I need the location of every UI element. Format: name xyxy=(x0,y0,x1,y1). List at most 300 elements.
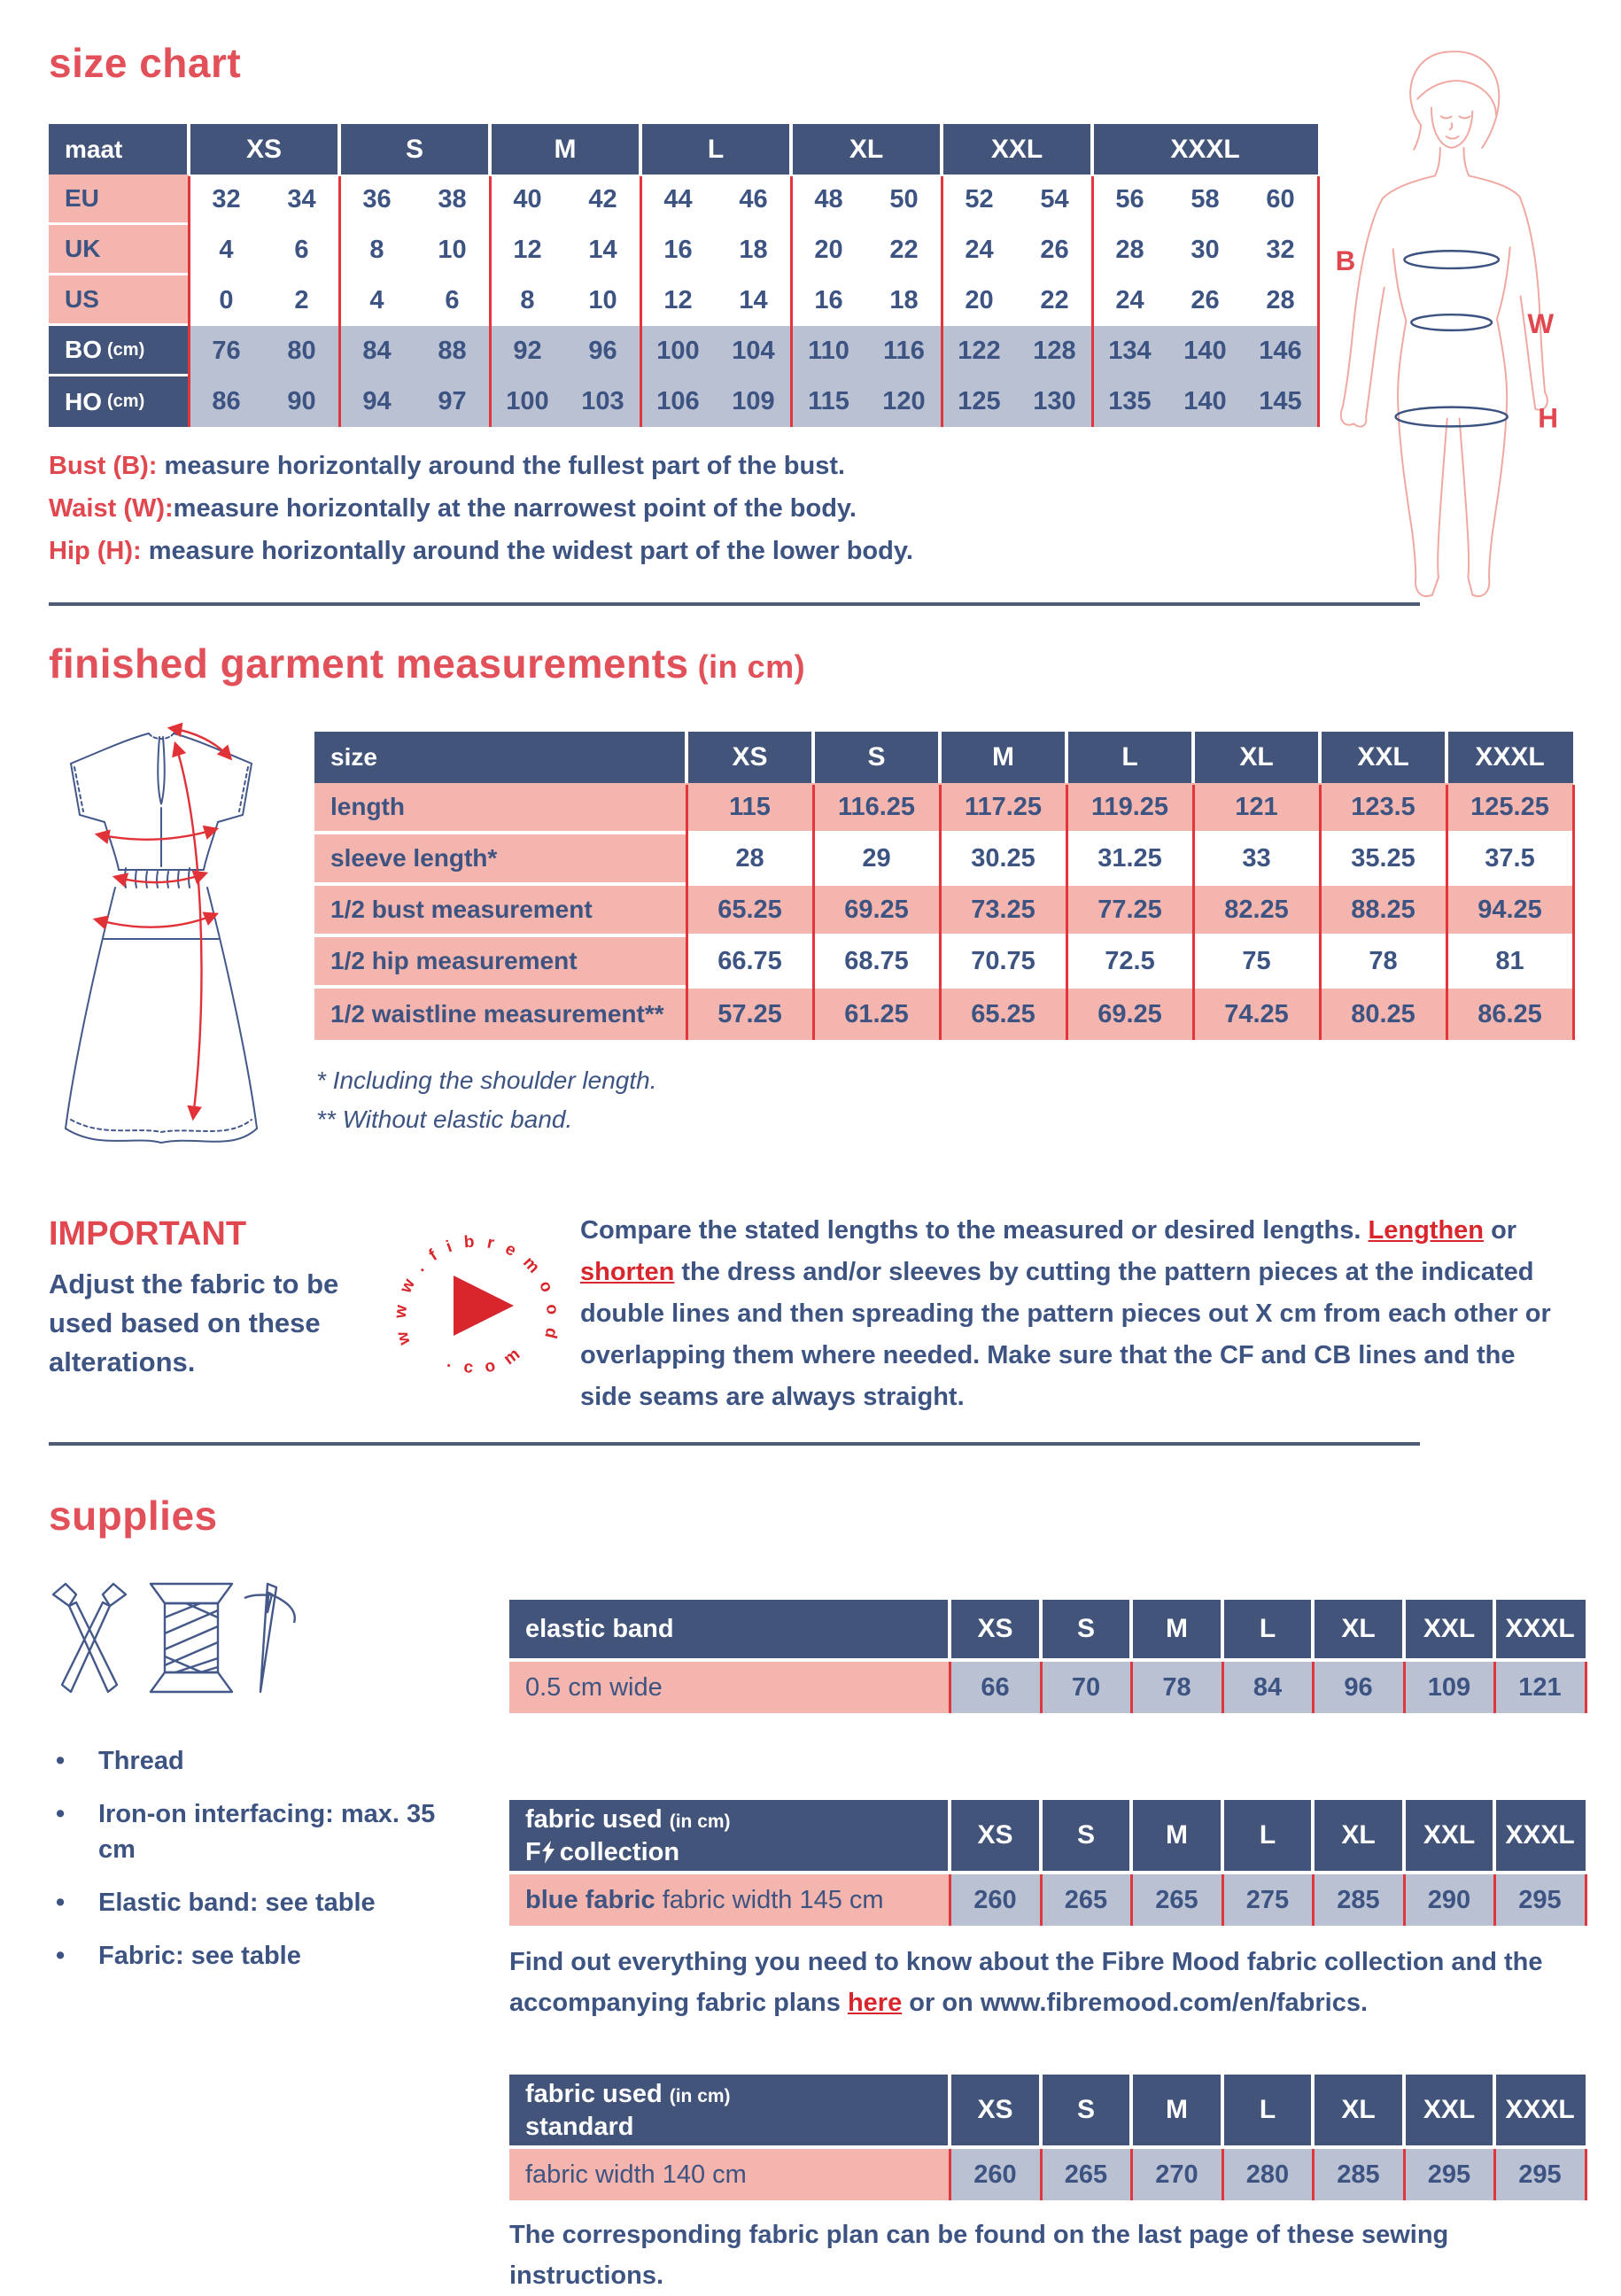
header-column-gap xyxy=(948,1800,951,1871)
red-column-line xyxy=(949,1662,951,1713)
lightning-bolt-icon xyxy=(542,1841,555,1864)
red-column-line xyxy=(338,176,341,427)
waist-label: W xyxy=(1527,306,1555,339)
fibremood-logo xyxy=(379,1203,574,1398)
supply-row-label: blue fabric fabric width 145 cm xyxy=(509,1874,950,1926)
header-column-gap xyxy=(1311,1600,1315,1658)
finished-title-suffix: (in cm) xyxy=(697,648,806,685)
size-chart-row xyxy=(49,326,1318,376)
size-group-header: S xyxy=(339,124,490,175)
header-column-gap xyxy=(948,2075,951,2145)
size-chart-value: 38 xyxy=(438,185,467,213)
size-chart-value: 52 xyxy=(965,185,994,213)
size-chart-value: 80 xyxy=(264,326,339,376)
size-chart-value: 32 xyxy=(1266,236,1295,264)
size-chart-value: 120 xyxy=(866,376,942,427)
bust-note xyxy=(49,445,913,487)
red-column-line xyxy=(686,785,688,1040)
here-link[interactable]: here xyxy=(847,1989,903,2017)
supply-item-elastic: • Elastic band: see table xyxy=(49,1885,438,1920)
size-chart-value: 6 xyxy=(294,236,309,264)
size-chart-value: 140 xyxy=(1167,376,1243,427)
size-col-header: XS xyxy=(950,1600,1041,1658)
header-column-gap xyxy=(488,124,492,175)
header-column-gap xyxy=(1191,732,1195,783)
size-chart-value: 140 xyxy=(1167,326,1243,376)
scissors-icon xyxy=(53,1584,126,1692)
supply-item-interfacing: • Iron-on interfacing: max. 35 cm xyxy=(49,1796,438,1867)
red-column-line xyxy=(949,2149,951,2200)
supply-value: 295 xyxy=(1404,2149,1494,2200)
size-col-header: XXXL xyxy=(1494,2075,1586,2145)
red-column-line xyxy=(1312,2149,1315,2200)
red-column-line xyxy=(1585,1662,1587,1713)
red-column-line xyxy=(1222,2149,1224,2200)
body-measurement-figure xyxy=(1309,37,1615,613)
fabric-used-collection-table xyxy=(509,1800,1586,1926)
red-column-line xyxy=(812,785,815,1040)
logo-arc-text: w w w . f i b r e m o o d xyxy=(391,1232,562,1347)
size-chart-value: 0 xyxy=(219,286,234,314)
finished-value: 82.25 xyxy=(1193,886,1320,937)
header-column-gap xyxy=(1493,1600,1496,1658)
size-chart-row xyxy=(49,275,1318,326)
footnote-shoulder: * Including the shoulder length. xyxy=(316,1067,657,1094)
header-column-gap xyxy=(685,732,688,783)
red-column-line xyxy=(640,176,642,427)
size-chart-row-label: EU xyxy=(49,175,189,225)
red-column-line xyxy=(939,785,942,1040)
header-column-gap xyxy=(811,732,815,783)
size-chart-value: 110 xyxy=(791,326,866,376)
finished-value: 33 xyxy=(1193,834,1320,886)
size-chart-value: 76 xyxy=(189,326,264,376)
red-column-line xyxy=(1493,2149,1496,2200)
supply-row-label: 0.5 cm wide xyxy=(509,1662,950,1713)
size-chart-value: 4 xyxy=(219,236,234,264)
supply-value: 265 xyxy=(1041,1874,1131,1926)
size-chart-value: 24 xyxy=(1115,286,1144,314)
bust-note-label: Bust (B): xyxy=(49,452,158,480)
fabric-note-part-1: Find out everything you need to know about the Fibre Mood fabric collection and the accompanying fabric plans xyxy=(509,1948,1543,2017)
important-subtitle: Adjust the fabric to be used based on these alterations. xyxy=(49,1268,339,1377)
finished-value: 75 xyxy=(1193,937,1320,989)
size-chart-value: 18 xyxy=(739,236,768,264)
finished-value: 28 xyxy=(686,834,813,886)
size-chart-corner: maat xyxy=(49,124,189,175)
red-column-line xyxy=(1312,1874,1315,1926)
finished-value: 61.25 xyxy=(813,989,940,1040)
size-chart-value: 20 xyxy=(814,236,843,264)
logo-bottom-text: . c o m xyxy=(444,1342,528,1378)
supply-item-thread: • Thread xyxy=(49,1743,438,1779)
supply-header-label: elastic band xyxy=(509,1600,950,1658)
size-col-header: XXXL xyxy=(1446,732,1573,783)
size-chart-value: 97 xyxy=(415,376,490,427)
header-column-gap xyxy=(1493,1800,1496,1871)
size-chart-value: 24 xyxy=(965,236,994,264)
fabric-used-standard-table xyxy=(509,2075,1586,2200)
footnote-elastic: ** Without elastic band. xyxy=(316,1105,573,1133)
red-column-line xyxy=(1040,1874,1043,1926)
waist-note-label: Waist (W): xyxy=(49,494,174,523)
size-col-header: XL xyxy=(1313,1600,1404,1658)
size-chart-value: 90 xyxy=(264,376,339,427)
red-column-line xyxy=(489,176,492,427)
fabric-plan-note: The corresponding fabric plan can be found on the last page of these sewing instructions. xyxy=(509,2221,1449,2290)
size-chart-value: 14 xyxy=(588,236,617,264)
size-group-header: XXL xyxy=(942,124,1092,175)
finished-measurements-title xyxy=(49,640,805,687)
size-chart-row xyxy=(49,376,1318,427)
size-chart-value: 20 xyxy=(965,286,994,314)
red-column-line xyxy=(1403,2149,1406,2200)
size-col-header: L xyxy=(1222,1800,1313,1871)
header-column-gap xyxy=(1129,1600,1133,1658)
size-chart-value: 60 xyxy=(1266,185,1295,213)
size-chart-value: 28 xyxy=(1266,286,1295,314)
size-chart-value: 30 xyxy=(1191,236,1220,264)
finished-value: 80.25 xyxy=(1320,989,1446,1040)
size-col-header: XS xyxy=(686,732,813,783)
header-column-gap xyxy=(1318,732,1322,783)
header-column-gap xyxy=(1402,1600,1406,1658)
supply-header-label: fabric used (in cm) F collection xyxy=(509,1800,950,1871)
header-column-gap xyxy=(1129,2075,1133,2145)
size-col-header: XL xyxy=(1313,2075,1404,2145)
size-chart-value: 58 xyxy=(1191,185,1220,213)
size-chart-value: 36 xyxy=(362,185,392,213)
red-column-line xyxy=(941,176,943,427)
supplies-icons-svg xyxy=(44,1578,310,1698)
size-col-header: L xyxy=(1066,732,1193,783)
finished-measurements-table xyxy=(314,732,1573,1040)
red-column-line xyxy=(1572,785,1575,1040)
finished-row-label: 1/2 waistline measurement** xyxy=(314,989,686,1040)
size-chart-row-label: BO (cm) xyxy=(49,326,189,376)
dress-technical-drawing xyxy=(19,719,303,1162)
finished-value: 29 xyxy=(813,834,940,886)
finished-value: 116.25 xyxy=(813,783,940,834)
hip-note xyxy=(49,530,913,572)
red-column-line xyxy=(1222,1662,1224,1713)
header-column-gap xyxy=(789,124,793,175)
finished-header-row xyxy=(314,732,1573,783)
size-chart-value: 115 xyxy=(791,376,866,427)
size-col-header: XL xyxy=(1193,732,1320,783)
header-column-gap xyxy=(1221,1800,1224,1871)
red-column-line xyxy=(1130,1874,1133,1926)
header-column-gap xyxy=(639,124,642,175)
size-chart-header-row xyxy=(49,124,1318,175)
size-chart-value: 22 xyxy=(1040,286,1069,314)
supply-value: 96 xyxy=(1313,1662,1404,1713)
header-column-gap xyxy=(187,124,190,175)
red-column-line xyxy=(1317,176,1320,427)
finished-footnotes xyxy=(316,1061,657,1139)
size-chart-value: 54 xyxy=(1040,185,1069,213)
header-column-gap xyxy=(1065,732,1068,783)
size-group-header: M xyxy=(490,124,640,175)
size-chart-value: 92 xyxy=(490,326,565,376)
finished-value: 123.5 xyxy=(1320,783,1446,834)
size-chart-value: 26 xyxy=(1191,286,1220,314)
finished-value: 65.25 xyxy=(940,989,1066,1040)
size-col-header: XS xyxy=(950,2075,1041,2145)
finished-row xyxy=(314,886,1573,937)
size-col-header: XL xyxy=(1313,1800,1404,1871)
para-part-2: or xyxy=(1484,1216,1517,1245)
thread-spool-icon xyxy=(151,1584,232,1692)
red-column-line xyxy=(1040,2149,1043,2200)
size-chart-value: 50 xyxy=(889,185,919,213)
red-column-line xyxy=(790,176,793,427)
size-chart-value: 100 xyxy=(640,326,716,376)
size-col-header: M xyxy=(940,732,1066,783)
red-column-line xyxy=(1493,1874,1496,1926)
supply-header-row xyxy=(509,1800,1586,1871)
finished-value: 70.75 xyxy=(940,937,1066,989)
finished-value: 119.25 xyxy=(1066,783,1193,834)
size-chart-value: 34 xyxy=(287,185,316,213)
finished-value: 30.25 xyxy=(940,834,1066,886)
size-chart-value: 42 xyxy=(588,185,617,213)
lengthen-link[interactable]: Lengthen xyxy=(1368,1216,1485,1245)
size-chart-value: 4 xyxy=(369,286,384,314)
size-col-header: XXL xyxy=(1404,1600,1494,1658)
size-col-header: M xyxy=(1131,1600,1222,1658)
size-chart-row xyxy=(49,175,1318,225)
red-column-line xyxy=(1091,176,1094,427)
size-chart-value: 130 xyxy=(1017,376,1092,427)
size-chart-value: 146 xyxy=(1243,326,1318,376)
finished-value: 78 xyxy=(1320,937,1446,989)
size-chart-value: 56 xyxy=(1115,185,1144,213)
section-divider xyxy=(49,602,1420,606)
fibremood-logo-icon xyxy=(379,1203,574,1398)
red-column-line xyxy=(1493,1662,1496,1713)
size-col-header: L xyxy=(1222,1600,1313,1658)
needle-icon xyxy=(244,1584,295,1692)
finished-value: 88.25 xyxy=(1320,886,1446,937)
red-column-line xyxy=(1312,1662,1315,1713)
size-col-header: S xyxy=(1041,1600,1131,1658)
supply-value: 285 xyxy=(1313,2149,1404,2200)
shorten-link[interactable]: shorten xyxy=(580,1258,675,1286)
header-column-gap xyxy=(1039,1600,1043,1658)
size-chart-value: 46 xyxy=(739,185,768,213)
supplies-title: supplies xyxy=(49,1493,218,1539)
para-part-3: the dress and/or sleeves by cutting the pattern pieces at the indicated double lines and then spreading the pattern pieces out X cm from each other or overlapping them where needed. Make sure that the CF and CB lines and the side seams are always straight. xyxy=(580,1258,1551,1411)
size-col-header: M xyxy=(1131,2075,1222,2145)
header-column-gap xyxy=(1311,1800,1315,1871)
finished-value: 77.25 xyxy=(1066,886,1193,937)
size-group-header: L xyxy=(640,124,791,175)
supply-body-row xyxy=(509,1874,1586,1926)
size-chart-value: 100 xyxy=(490,376,565,427)
size-chart-value: 14 xyxy=(739,286,768,314)
red-column-line xyxy=(949,1874,951,1926)
supply-value: 270 xyxy=(1131,2149,1222,2200)
size-col-header: S xyxy=(1041,2075,1131,2145)
elastic-band-table xyxy=(509,1600,1586,1713)
supply-value: 70 xyxy=(1041,1662,1131,1713)
red-column-line xyxy=(188,176,190,427)
finished-value: 117.25 xyxy=(940,783,1066,834)
bust-label: B xyxy=(1335,244,1356,276)
waist-note-text: measure horizontally at the narrowest point of the body. xyxy=(173,494,857,523)
play-triangle-icon xyxy=(454,1276,514,1336)
finished-row-label: 1/2 hip measurement xyxy=(314,937,686,989)
hip-note-text: measure horizontally around the widest part of the lower body. xyxy=(141,537,913,565)
header-column-gap xyxy=(1039,2075,1043,2145)
size-chart-row xyxy=(49,225,1318,275)
finished-value: 66.75 xyxy=(686,937,813,989)
supply-header-row xyxy=(509,2075,1586,2145)
red-column-line xyxy=(1040,1662,1043,1713)
header-column-gap xyxy=(337,124,341,175)
supply-value: 66 xyxy=(950,1662,1041,1713)
red-column-line xyxy=(1403,1874,1406,1926)
size-chart-value: 104 xyxy=(716,326,791,376)
red-column-line xyxy=(1446,785,1448,1040)
size-chart-value: 16 xyxy=(663,236,693,264)
finished-value: 68.75 xyxy=(813,937,940,989)
finished-row xyxy=(314,783,1573,834)
size-col-header: XXL xyxy=(1404,1800,1494,1871)
size-col-header: XXL xyxy=(1404,2075,1494,2145)
supply-value: 78 xyxy=(1131,1662,1222,1713)
size-chart-value: 134 xyxy=(1092,326,1167,376)
size-chart-value: 32 xyxy=(212,185,241,213)
header-column-gap xyxy=(940,124,943,175)
red-column-line xyxy=(1066,785,1068,1040)
header-column-gap xyxy=(1493,2075,1496,2145)
header-column-gap xyxy=(1090,124,1094,175)
size-chart-value: 135 xyxy=(1092,376,1167,427)
finished-value: 37.5 xyxy=(1446,834,1573,886)
header-column-gap xyxy=(1039,1800,1043,1871)
size-col-header: XS xyxy=(950,1800,1041,1871)
finished-row xyxy=(314,834,1573,886)
supplies-icons xyxy=(44,1578,310,1698)
finished-row-label: 1/2 bust measurement xyxy=(314,886,686,937)
size-chart-value: 8 xyxy=(520,286,535,314)
waist-note xyxy=(49,487,913,530)
size-group-header: XS xyxy=(189,124,339,175)
supply-header-label: fabric used (in cm) standard xyxy=(509,2075,950,2145)
size-chart-title: size chart xyxy=(49,40,242,86)
size-chart-value: 10 xyxy=(588,286,617,314)
header-column-gap xyxy=(1129,1800,1133,1871)
size-chart-value: 109 xyxy=(716,376,791,427)
important-title: IMPORTANT xyxy=(49,1215,247,1253)
finished-value: 115 xyxy=(686,783,813,834)
finished-value: 31.25 xyxy=(1066,834,1193,886)
finished-row-label: length xyxy=(314,783,686,834)
size-group-header: XXXL xyxy=(1092,124,1318,175)
size-chart-value: 125 xyxy=(942,376,1017,427)
size-chart-value: 26 xyxy=(1040,236,1069,264)
supplies-list xyxy=(49,1743,438,1991)
header-column-gap xyxy=(1402,1800,1406,1871)
supply-value: 84 xyxy=(1222,1662,1313,1713)
finished-title-text: finished garment measurements xyxy=(49,640,689,686)
size-col-header: XXXL xyxy=(1494,1600,1586,1658)
svg-text:. c o m xyxy=(445,1342,527,1377)
supply-value: 265 xyxy=(1041,2149,1131,2200)
measure-notes xyxy=(49,445,913,572)
supply-value: 275 xyxy=(1222,1874,1313,1926)
size-chart-row-label: US xyxy=(49,275,189,326)
header-column-gap xyxy=(1402,2075,1406,2145)
supply-value: 265 xyxy=(1131,1874,1222,1926)
size-chart-value: 2 xyxy=(294,286,309,314)
size-chart-value: 22 xyxy=(889,236,919,264)
finished-value: 125.25 xyxy=(1446,783,1573,834)
header-column-gap xyxy=(1221,2075,1224,2145)
finished-value: 74.25 xyxy=(1193,989,1320,1040)
finished-row-label: sleeve length* xyxy=(314,834,686,886)
red-column-line xyxy=(1192,785,1195,1040)
finished-value: 121 xyxy=(1193,783,1320,834)
size-chart-value: 116 xyxy=(866,326,942,376)
dress-sketch xyxy=(19,719,303,1162)
red-column-line xyxy=(1130,1662,1133,1713)
finished-value: 65.25 xyxy=(686,886,813,937)
size-chart-value: 48 xyxy=(814,185,843,213)
red-column-line xyxy=(1222,1874,1224,1926)
finished-value: 81 xyxy=(1446,937,1573,989)
size-col-header: S xyxy=(1041,1800,1131,1871)
supply-value: 109 xyxy=(1404,1662,1494,1713)
fabric-collection-note xyxy=(509,1942,1590,2023)
supply-value: 280 xyxy=(1222,2149,1313,2200)
size-chart-row-label: UK xyxy=(49,225,189,275)
size-chart-value: 103 xyxy=(565,376,640,427)
size-chart-value: 28 xyxy=(1115,236,1144,264)
size-chart-value: 86 xyxy=(189,376,264,427)
size-col-header: XXL xyxy=(1320,732,1446,783)
size-group-header: XL xyxy=(791,124,942,175)
size-chart-value: 40 xyxy=(513,185,542,213)
red-column-line xyxy=(1585,1874,1587,1926)
size-col-header: XXXL xyxy=(1494,1800,1586,1871)
finished-value: 69.25 xyxy=(813,886,940,937)
size-chart-value: 84 xyxy=(339,326,415,376)
section-divider xyxy=(49,1442,1420,1446)
header-column-gap xyxy=(938,732,942,783)
supply-value: 260 xyxy=(950,1874,1041,1926)
size-chart-value: 94 xyxy=(339,376,415,427)
size-chart-value: 18 xyxy=(889,286,919,314)
size-chart-value: 106 xyxy=(640,376,716,427)
finished-value: 72.5 xyxy=(1066,937,1193,989)
supply-body-row xyxy=(509,1662,1586,1713)
hip-label: H xyxy=(1538,401,1559,434)
header-column-gap xyxy=(1221,1600,1224,1658)
supply-header-row xyxy=(509,1600,1586,1658)
supply-value: 295 xyxy=(1494,1874,1586,1926)
header-column-gap xyxy=(1445,732,1448,783)
finished-value: 57.25 xyxy=(686,989,813,1040)
supply-body-row xyxy=(509,2149,1586,2200)
supply-row-label: fabric width 140 cm xyxy=(509,2149,950,2200)
para-part-1: Compare the stated lengths to the measured or desired lengths. xyxy=(580,1216,1369,1245)
size-chart-value: 16 xyxy=(814,286,843,314)
fabric-note-part-2: or on www.fibremood.com/en/fabrics. xyxy=(902,1989,1369,2017)
size-chart-value: 12 xyxy=(663,286,693,314)
